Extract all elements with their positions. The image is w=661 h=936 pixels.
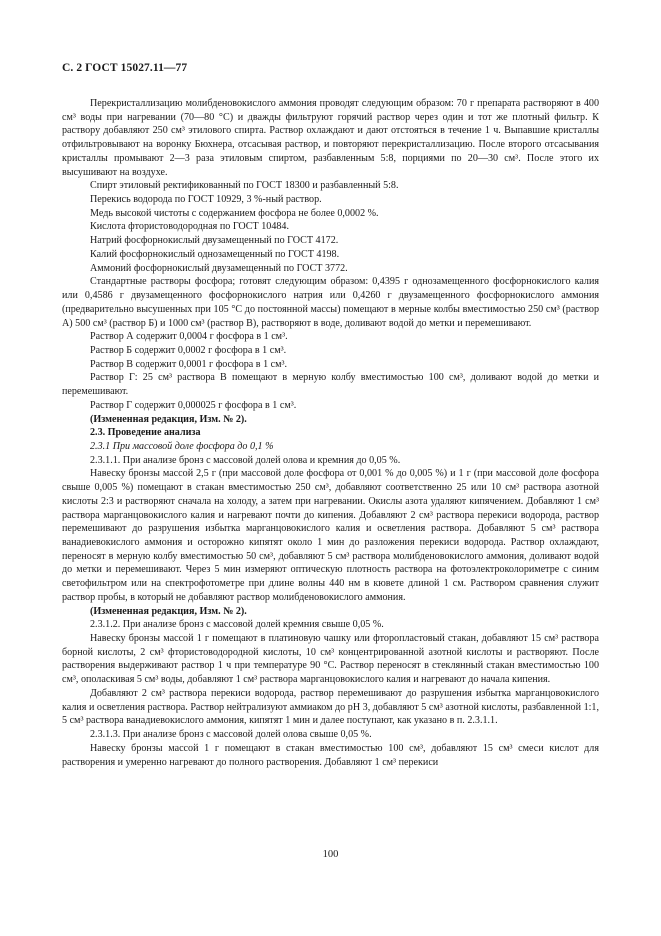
subsection-heading: 2.3.1 При массовой доле фосфора до 0,1 % [90,440,274,452]
reagent-line: Спирт этиловый ректификованный по ГОСТ 18300 и разбавленный 5:8. [90,180,399,192]
reagent-line: Аммоний фосфорнокислый двузамещенный по ГОСТ 3772. [90,262,348,274]
solution-line: Раствор В содержит 0,0001 г фосфора в 1 см³. [90,358,288,370]
section-heading: 2.3. Проведение анализа [90,427,201,439]
paragraph-recrystallization: Перекристаллизацию молибденовокислого аммония проводят следующим образом: 70 г препарата растворяют в 400 см³ воды при нагревании (70—80 °С) и дважды фильтруют горячий раствор через один и тот же плотный фильтр. К раствору добавляют 250 см³ этилового спирта. Раствор охлаждают и дают отстояться в течение 1 ч. Выпавшие кристаллы отфильтровывают на воронку Бюхнера, отсасывая раствор, и повторяют перекристаллизацию. После второго отсасывания кристаллы промывают 2—3 раза этиловым спиртом, разбавленным 5:8, порциями по 20—30 см³. После этого их высушивают на воздухе. [62,98,599,178]
document-body [62,97,599,769]
reagent-line: Кислота фтористоводородная по ГОСТ 10484. [90,221,289,233]
solution-line: Раствор Г содержит 0,000025 г фосфора в 1 см³. [90,399,297,411]
amendment-note: (Измененная редакция, Изм. № 2). [90,605,247,617]
paragraph-procedure: Навеску бронзы массой 2,5 г (при массовой доле фосфора от 0,001 % до 0,005 %) и 1 г (при массовой доле фосфора свыше 0,005 %) помещают в стакан вместимостью 250 см³, добавляют соответственно 25 или 10 см³ раствора азотной кислоты 2:3 и растворяют сначала на холоду, а затем при нагревании. Окислы азота удаляют кипячением. Добавляют 1 см³ раствора марганцовокислого калия и нагревают почти до кипения. Добавляют 2 см³ раствора перекиси водорода, раствор перемешивают до разрушения избытка марганцовокислого калия и осветления раствора. Добавляют 5 см³ раствора ванадиевокислого аммония и осторожно кипятят около 1 мин до разложения перекиси водорода. Раствор охлаждают, переносят в мерную колбу вместимостью 50 см³, добавляют 5 см³ раствора молибденовокислого аммония, доливают водой до метки и перемешивают. Через 5 мин измеряют оптическую плотность раствора на фотоэлектроколориметре с синим светофильтром или на спектрофотометре при длине волны 440 нм в кювете длиной 1 см. Раствором сравнения служит раствор пробы, в который не добавляют раствор молибденовокислого аммония. [62,468,599,603]
paragraph-procedure: Навеску бронзы массой 1 г помещают в стакан вместимостью 100 см³, добавляют 15 см³ смеси кислот для растворения и умеренно нагревают до полного растворения. Добавляют 1 см³ перекиси [62,742,599,768]
clause-heading: 2.3.1.1. При анализе бронз с массовой долей олова и кремния до 0,05 %. [90,454,401,466]
reagent-line: Медь высокой чистоты с содержанием фосфора не более 0,0002 %. [90,207,379,219]
solution-line: Раствор Б содержит 0,0002 г фосфора в 1 см³. [90,344,287,356]
solution-line: Раствор А содержит 0,0004 г фосфора в 1 см³. [90,331,288,343]
clause-heading: 2.3.1.3. При анализе бронз с массовой долей олова свыше 0,05 %. [90,729,372,741]
page-number: 100 [322,849,339,860]
clause-heading: 2.3.1.2. При анализе бронз с массовой долей кремния свыше 0,05 %. [90,619,384,631]
page-header: С. 2 ГОСТ 15027.11—77 [62,62,188,74]
reagent-line: Калий фосфорнокислый однозамещенный по ГОСТ 4198. [90,248,340,260]
reagent-line: Перекись водорода по ГОСТ 10929, 3 %-ный раствор. [90,194,322,206]
reagent-line: Натрий фосфорнокислый двузамещенный по ГОСТ 4172. [90,235,339,247]
paragraph-standard-solutions: Стандартные растворы фосфора; готовят следующим образом: 0,4395 г однозамещенного фосфорнокислого калия или 0,4586 г двузамещенного фосфорнокислого натрия или 0,4260 г двузамещенного фосфорнокислого аммония (предварительно высушенных при 105 °С до постоянной массы) помещают в мерные колбы вместимостью 250 см³ (раствор А) 500 см³ (раствор Б) и 1000 см³ (раствор В), растворяют в воде, доливают водой до метки и перемешивают. [62,276,599,329]
paragraph-procedure: Навеску бронзы массой 1 г помещают в платиновую чашку или фторопластовый стакан, добавляют 15 см³ раствора борной кислоты, 2 см³ фтористоводородной кислоты, 10 см³ концентрированной азотной кислоты и растворяют. После растворения выдерживают раствор 1 ч при температуре 90 °С. Раствор переносят в стеклянный стакан вместимостью 100 см³, ополаскивая 5 см³ воды, добавляют 1 см³ раствора марганцовокислого калия и нагревают до начала кипения. [62,633,599,686]
amendment-note: (Измененная редакция, Изм. № 2). [90,413,247,425]
solution-line: Раствор Г: 25 см³ раствора В помещают в мерную колбу вместимостью 100 см³, доливают водой до метки и перемешивают. [62,372,599,398]
paragraph-procedure: Добавляют 2 см³ раствора перекиси водорода, раствор перемешивают до разрушения избытка марганцовокислого калия и осветления раствора. Раствор нейтрализуют аммиаком до рН 3, добавляют 5 см³ азотной кислоты, разбавленной 1:1, 5 см³ раствора ванадиевокислого аммония, кипятят 1 мин и далее поступают, как указано в п. 2.3.1.1. [62,687,599,727]
